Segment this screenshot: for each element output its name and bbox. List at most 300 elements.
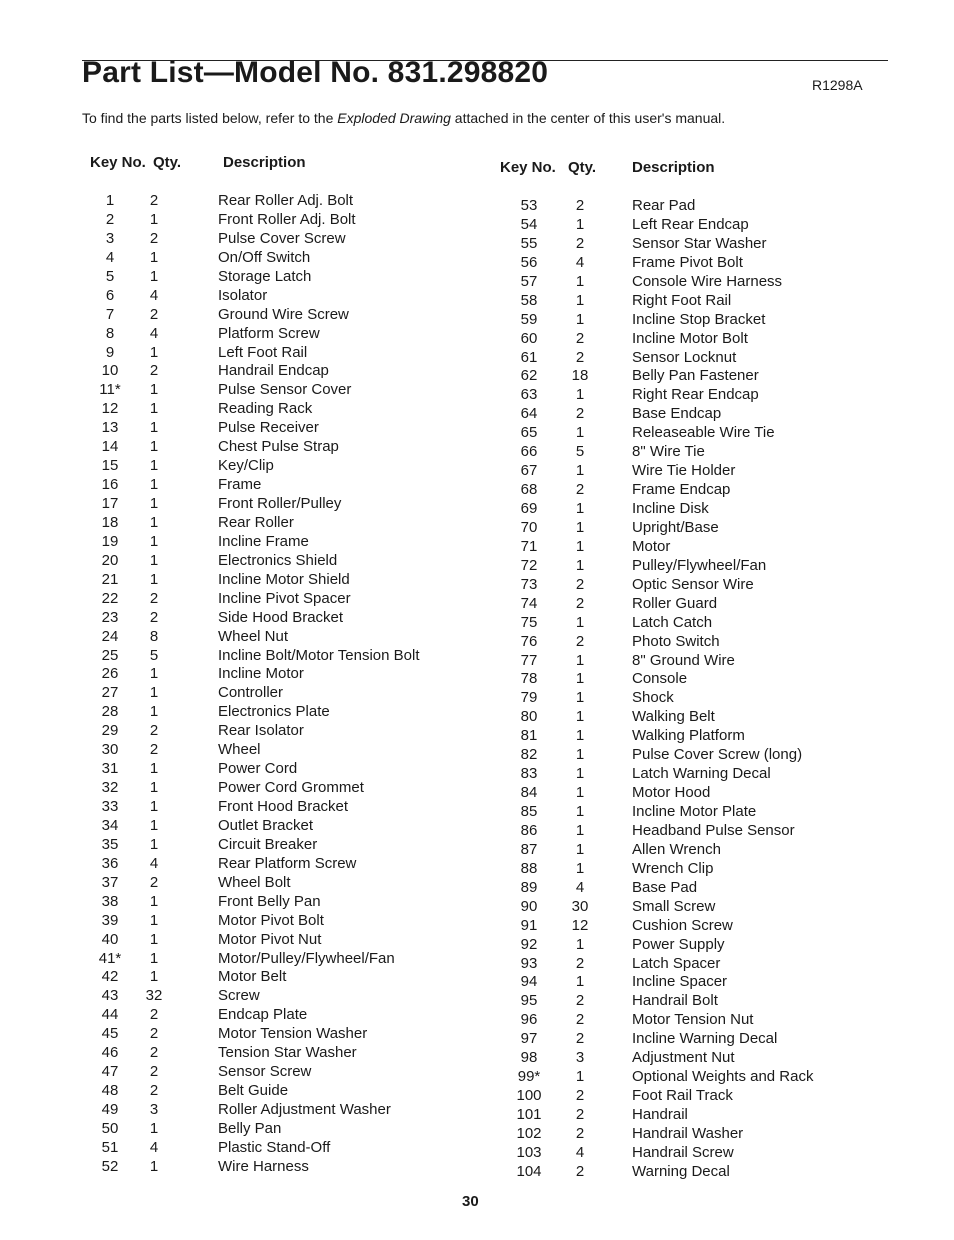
part-row: [90, 230, 420, 249]
part-row: [90, 684, 420, 703]
part-key-no: 27: [101, 684, 119, 702]
part-key-no: 92: [520, 935, 538, 953]
part-qty: 1: [149, 911, 159, 929]
part-key-no: 36: [101, 854, 119, 872]
part-description: Incline Warning Decal: [632, 1030, 778, 1048]
part-row: [500, 500, 814, 519]
part-description: Shock: [632, 689, 674, 707]
part-row: [500, 1011, 814, 1030]
part-qty: 1: [149, 665, 159, 683]
part-description: Electronics Shield: [218, 551, 338, 569]
part-description: Latch Spacer: [632, 954, 721, 972]
part-description: Side Hood Bracket: [218, 608, 344, 626]
part-description: Latch Catch: [632, 613, 713, 631]
part-qty: 2: [149, 608, 159, 626]
part-key-no: 93: [520, 954, 538, 972]
column-header: [90, 152, 420, 174]
part-row: [500, 746, 814, 765]
part-key-no: 101: [516, 1106, 542, 1123]
part-qty: 32: [145, 987, 163, 1005]
part-description: Controller: [218, 684, 284, 702]
part-description: Endcap Plate: [218, 1006, 308, 1024]
part-key-no: 77: [520, 651, 538, 669]
part-row: [90, 268, 420, 287]
part-key-no: 32: [101, 779, 119, 797]
part-key-no: 63: [520, 386, 538, 404]
part-qty: 1: [149, 513, 159, 531]
part-row: [500, 670, 814, 689]
part-key-no: 45: [101, 1025, 119, 1043]
part-qty: 30: [571, 897, 589, 915]
part-description: Handrail Screw: [632, 1143, 734, 1161]
part-key-no: 89: [520, 878, 538, 896]
part-key-no: 84: [520, 784, 538, 802]
part-row: [500, 557, 814, 576]
part-description: Electronics Plate: [218, 703, 330, 721]
part-qty: 2: [149, 741, 159, 759]
part-description: Sensor Locknut: [632, 348, 737, 366]
part-row: [90, 1044, 420, 1063]
part-key-no: 66: [520, 443, 538, 461]
qty-header: Qty.: [568, 159, 597, 176]
part-description: Small Screw: [632, 897, 716, 915]
part-qty: 2: [575, 575, 585, 593]
part-qty: 2: [149, 192, 159, 209]
part-row: [500, 481, 814, 500]
intro-before: To find the parts listed below, refer to the: [82, 110, 338, 126]
part-key-no: 96: [520, 1011, 538, 1029]
part-key-no: 28: [101, 703, 119, 721]
part-key-no: 70: [520, 518, 538, 536]
part-key-no: 98: [520, 1049, 538, 1067]
part-description: Key/Clip: [218, 457, 274, 475]
part-description: Motor Tension Nut: [632, 1011, 754, 1029]
part-description: Incline Frame: [218, 532, 309, 550]
part-qty: 2: [575, 329, 585, 347]
part-description: Wire Tie Holder: [632, 462, 736, 480]
part-key-no: 103: [516, 1143, 542, 1161]
part-key-no: 53: [520, 197, 538, 214]
part-key-no: 13: [101, 419, 119, 437]
part-description: Outlet Bracket: [218, 816, 314, 834]
part-row: [500, 1163, 814, 1182]
part-description: Motor: [632, 537, 671, 555]
part-key-no: 55: [520, 234, 538, 252]
part-row: [500, 367, 814, 386]
part-row: [90, 1120, 420, 1139]
part-key-no: 95: [520, 992, 538, 1010]
part-key-no: 47: [101, 1063, 119, 1081]
part-key-no: 102: [516, 1124, 542, 1142]
part-description: Incline Pivot Spacer: [218, 589, 351, 607]
part-key-no: 34: [101, 816, 119, 834]
part-row: [500, 576, 814, 595]
part-key-no: 87: [520, 840, 538, 858]
part-description: Front Roller/Pulley: [218, 495, 342, 512]
part-qty: 1: [575, 821, 585, 839]
part-row: [500, 216, 814, 235]
part-description: Photo Switch: [632, 632, 720, 650]
part-description: Latch Warning Decal: [632, 765, 771, 783]
part-row: [500, 898, 814, 917]
part-description: Pulse Receiver: [218, 419, 319, 437]
part-row: [90, 817, 420, 836]
part-row: [90, 609, 420, 628]
intro-after: attached in the center of this user's manual.: [450, 110, 726, 126]
part-row: [500, 917, 814, 936]
part-description: Handrail: [632, 1106, 688, 1123]
part-qty: 1: [149, 798, 159, 815]
part-row: [500, 386, 814, 405]
part-qty: 1: [575, 935, 585, 953]
part-key-no: 29: [101, 722, 119, 740]
part-description: Upright/Base: [632, 518, 719, 536]
part-key-no: 90: [520, 897, 538, 915]
part-description: Wheel: [218, 741, 261, 759]
part-key-no: 35: [101, 835, 119, 853]
part-qty: 2: [149, 1044, 159, 1062]
part-qty: 1: [149, 495, 159, 512]
part-row: [500, 992, 814, 1011]
part-qty: 1: [575, 556, 585, 574]
part-qty: 1: [575, 689, 585, 707]
part-qty: 4: [149, 854, 159, 872]
part-description: On/Off Switch: [218, 248, 311, 266]
part-description: Wire Harness: [218, 1157, 309, 1175]
part-description: Pulse Sensor Cover: [218, 381, 352, 399]
part-description: Right Rear Endcap: [632, 386, 759, 404]
part-row: [500, 235, 814, 254]
part-row: [90, 400, 420, 419]
part-row: [90, 1025, 420, 1044]
part-description: Front Roller Adj. Bolt: [218, 210, 356, 228]
part-description: Roller Guard: [632, 594, 718, 612]
part-key-no: 2: [105, 210, 115, 228]
part-key-no: 44: [101, 1006, 119, 1024]
part-qty: 1: [575, 291, 585, 309]
part-row: [500, 841, 814, 860]
part-row: [90, 438, 420, 457]
part-description: Wrench Clip: [632, 859, 714, 877]
part-row: [500, 860, 814, 879]
part-key-no: 104: [516, 1162, 542, 1180]
part-row: [500, 955, 814, 974]
part-key-no: 31: [101, 760, 119, 778]
part-qty: 1: [575, 500, 585, 517]
key-no-header: Key No.: [500, 159, 556, 176]
part-key-no: 24: [101, 627, 119, 645]
part-key-no: 69: [520, 500, 538, 517]
part-key-no: 71: [520, 537, 538, 555]
part-key-no: 67: [520, 462, 538, 480]
part-description: Roller Adjustment Washer: [218, 1101, 391, 1118]
part-qty: 2: [575, 1162, 585, 1180]
part-qty: 2: [575, 992, 585, 1010]
part-key-no: 78: [520, 670, 538, 688]
part-key-no: 97: [520, 1030, 538, 1048]
part-row: [90, 931, 420, 950]
page-number: 30: [462, 1193, 479, 1210]
part-description: Belly Pan Fastener: [632, 367, 759, 385]
part-row: [90, 987, 420, 1006]
part-description: Pulley/Flywheel/Fan: [632, 556, 767, 574]
part-row: [90, 287, 420, 306]
part-qty: 2: [149, 589, 159, 607]
part-row: [500, 708, 814, 727]
part-description: Cushion Screw: [632, 916, 733, 934]
part-qty: 2: [575, 405, 585, 423]
part-key-no: 100: [516, 1087, 542, 1105]
part-qty: 1: [575, 613, 585, 631]
description-header: Description: [632, 159, 715, 176]
part-qty: 1: [575, 727, 585, 745]
part-key-no: 65: [520, 424, 538, 442]
part-description: Front Belly Pan: [218, 892, 321, 910]
part-qty: 2: [575, 234, 585, 252]
part-row: [500, 765, 814, 784]
part-row: [500, 879, 814, 898]
key-no-header: Key No.: [90, 154, 146, 171]
intro-italic: Exploded Drawing: [337, 110, 451, 126]
part-key-no: 16: [101, 476, 119, 494]
part-description: Rear Roller Adj. Bolt: [218, 192, 354, 209]
part-key-no: 86: [520, 821, 538, 839]
part-description: Foot Rail Track: [632, 1087, 733, 1105]
part-qty: 1: [149, 930, 159, 948]
part-qty: 1: [149, 551, 159, 569]
part-key-no: 57: [520, 272, 538, 290]
part-description: Rear Pad: [632, 197, 696, 214]
part-description: Rear Platform Screw: [218, 854, 357, 872]
part-row: [90, 325, 420, 344]
description-header: Description: [223, 154, 306, 171]
part-key-no: 49: [101, 1101, 119, 1118]
part-key-no: 19: [101, 532, 119, 550]
part-description: Incline Motor Shield: [218, 570, 350, 588]
parts-column-left: [90, 152, 420, 1177]
part-qty: 1: [575, 386, 585, 404]
part-key-no: 5: [105, 267, 115, 285]
parts-list-left: [90, 192, 420, 1177]
part-description: Motor Pivot Bolt: [218, 911, 324, 929]
part-key-no: 48: [101, 1082, 119, 1100]
part-row: [500, 311, 814, 330]
part-description: Tension Star Washer: [218, 1044, 357, 1062]
part-row: [90, 628, 420, 647]
part-row: [500, 538, 814, 557]
part-key-no: 75: [520, 613, 538, 631]
part-key-no: 72: [520, 556, 538, 574]
part-key-no: 61: [520, 348, 538, 366]
part-qty: 1: [575, 424, 585, 442]
part-row: [500, 633, 814, 652]
part-description: Base Pad: [632, 878, 698, 896]
part-key-no: 85: [520, 803, 538, 820]
part-row: [500, 727, 814, 746]
part-key-no: 3: [105, 229, 115, 247]
part-description: Power Supply: [632, 935, 725, 953]
part-description: Optic Sensor Wire: [632, 575, 754, 593]
part-description: 8" Wire Tie: [632, 443, 705, 461]
part-row: [500, 1106, 814, 1125]
intro-text: [82, 110, 725, 126]
part-description: Releaseable Wire Tie: [632, 424, 775, 442]
part-description: Pulse Cover Screw (long): [632, 746, 803, 764]
part-row: [90, 362, 420, 381]
part-row: [90, 419, 420, 438]
part-qty: 1: [149, 703, 159, 721]
part-key-no: 20: [101, 551, 119, 569]
part-qty: 2: [575, 632, 585, 650]
part-row: [90, 703, 420, 722]
part-row: [90, 665, 420, 684]
part-qty: 4: [149, 1138, 159, 1156]
part-description: Optional Weights and Rack: [632, 1068, 814, 1086]
part-row: [90, 1101, 420, 1120]
part-key-no: 43: [101, 987, 119, 1005]
part-row: [90, 495, 420, 514]
part-qty: 1: [149, 267, 159, 285]
part-qty: 2: [575, 1030, 585, 1048]
part-row: [90, 950, 420, 969]
part-qty: 1: [575, 518, 585, 536]
part-qty: 2: [575, 1124, 585, 1142]
part-row: [90, 836, 420, 855]
part-row: [90, 457, 420, 476]
part-key-no: 22: [101, 589, 119, 607]
part-row: [500, 1068, 814, 1087]
part-key-no: 74: [520, 594, 538, 612]
part-key-no: 30: [101, 741, 119, 759]
part-qty: 1: [149, 968, 159, 986]
part-key-no: 76: [520, 632, 538, 650]
part-qty: 1: [575, 765, 585, 783]
part-description: Chest Pulse Strap: [218, 438, 339, 456]
part-qty: 2: [575, 1087, 585, 1105]
document-code: R1298A: [812, 77, 863, 93]
part-key-no: 42: [101, 968, 119, 986]
part-row: [500, 936, 814, 955]
part-qty: 1: [149, 684, 159, 702]
part-qty: 12: [571, 916, 589, 934]
part-qty: 1: [575, 859, 585, 877]
part-key-no: 41*: [98, 949, 122, 967]
part-description: Incline Disk: [632, 500, 709, 517]
part-qty: 1: [575, 310, 585, 328]
part-key-no: 10: [101, 362, 119, 380]
part-key-no: 50: [101, 1119, 119, 1137]
part-description: Frame: [218, 476, 262, 494]
part-qty: 18: [571, 367, 589, 385]
part-row: [500, 519, 814, 538]
part-row: [90, 874, 420, 893]
part-key-no: 52: [101, 1157, 119, 1175]
part-key-no: 64: [520, 405, 538, 423]
part-row: [500, 462, 814, 481]
part-key-no: 54: [520, 215, 538, 233]
part-description: Power Cord: [218, 760, 298, 778]
part-description: Incline Motor: [218, 665, 304, 683]
part-key-no: 83: [520, 765, 538, 783]
part-description: Left Foot Rail: [218, 343, 308, 361]
part-qty: 4: [149, 324, 159, 342]
part-row: [500, 595, 814, 614]
part-description: Incline Motor Bolt: [632, 329, 748, 347]
part-key-no: 39: [101, 911, 119, 929]
part-qty: 1: [149, 760, 159, 778]
part-description: Pulse Cover Screw: [218, 229, 346, 247]
part-key-no: 46: [101, 1044, 119, 1062]
part-description: Base Endcap: [632, 405, 722, 423]
part-row: [500, 273, 814, 292]
part-key-no: 25: [101, 646, 119, 664]
part-description: Power Cord Grommet: [218, 779, 364, 797]
part-description: Rear Roller: [218, 513, 294, 531]
part-row: [90, 514, 420, 533]
part-qty: 1: [575, 272, 585, 290]
part-key-no: 8: [105, 324, 115, 342]
part-qty: 1: [575, 651, 585, 669]
part-row: [90, 722, 420, 741]
part-row: [500, 1144, 814, 1163]
part-key-no: 79: [520, 689, 538, 707]
part-description: Ground Wire Screw: [218, 305, 349, 323]
part-key-no: 33: [101, 798, 119, 815]
part-qty: 1: [575, 973, 585, 991]
part-description: Wheel Bolt: [218, 873, 291, 891]
part-qty: 1: [575, 803, 585, 820]
part-key-no: 12: [101, 400, 119, 418]
part-key-no: 60: [520, 329, 538, 347]
part-description: Handrail Endcap: [218, 362, 329, 380]
part-qty: 1: [575, 746, 585, 764]
part-qty: 4: [575, 878, 585, 896]
part-description: Handrail Washer: [632, 1124, 744, 1142]
part-row: [500, 443, 814, 462]
part-qty: 2: [149, 873, 159, 891]
part-row: [90, 968, 420, 987]
part-description: Isolator: [218, 286, 268, 304]
part-key-no: 81: [520, 727, 538, 745]
part-key-no: 56: [520, 253, 538, 271]
part-qty: 2: [575, 197, 585, 214]
part-description: Rear Isolator: [218, 722, 304, 740]
part-qty: 1: [149, 892, 159, 910]
part-description: Storage Latch: [218, 267, 312, 285]
part-description: Motor Hood: [632, 784, 711, 802]
part-key-no: 73: [520, 575, 538, 593]
part-key-no: 14: [101, 438, 119, 456]
part-qty: 2: [575, 348, 585, 366]
part-key-no: 99*: [517, 1068, 541, 1086]
part-qty: 1: [149, 570, 159, 588]
part-description: Plastic Stand-Off: [218, 1138, 331, 1156]
part-key-no: 88: [520, 859, 538, 877]
part-qty: 3: [575, 1049, 585, 1067]
part-description: Incline Stop Bracket: [632, 310, 766, 328]
part-description: Front Hood Bracket: [218, 798, 349, 815]
parts-column-right: [500, 157, 814, 1182]
part-qty: 1: [149, 400, 159, 418]
part-key-no: 6: [105, 286, 115, 304]
part-qty: 2: [575, 1011, 585, 1029]
part-row: [90, 590, 420, 609]
part-key-no: 18: [101, 513, 119, 531]
part-row: [500, 405, 814, 424]
part-qty: 1: [149, 419, 159, 437]
part-qty: 4: [575, 253, 585, 271]
part-row: [500, 349, 814, 368]
